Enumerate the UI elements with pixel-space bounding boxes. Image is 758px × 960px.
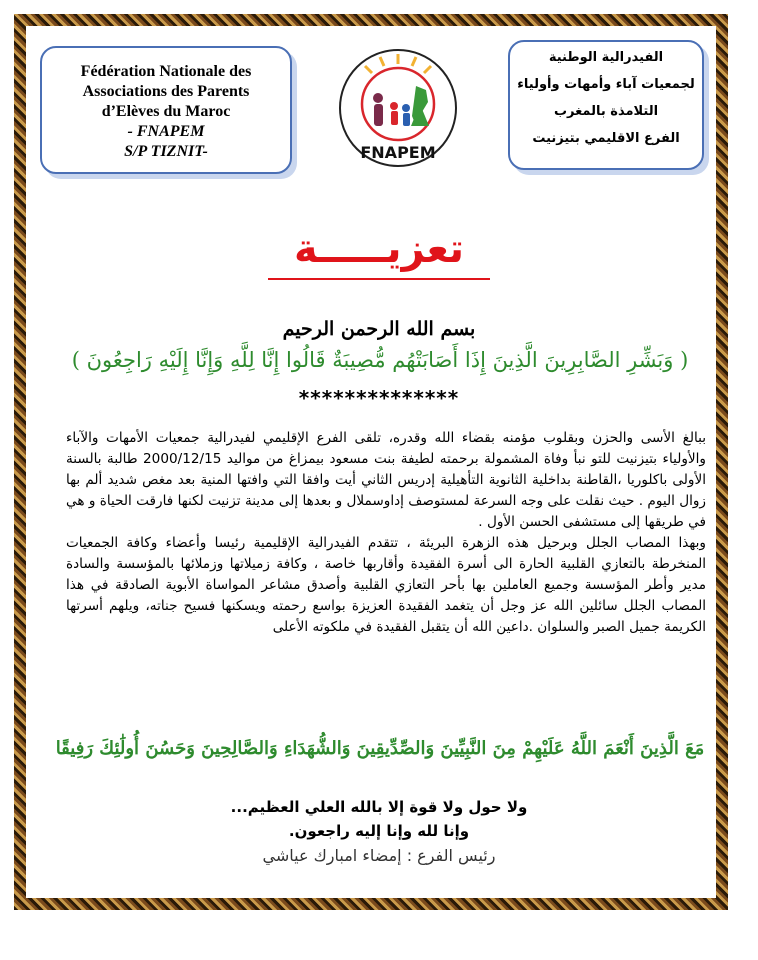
french-header-line: Associations des Parents [82, 83, 250, 100]
announcement-body [66, 428, 706, 638]
opening-verse: ( وَبَشِّرِ الصَّابِرِينَ الَّذِينَ إِذَا أَصَابَتْهُم مُّصِيبَةٌ قَالُوا إِنَّا لِلَّهِ وَإِنَّا إِلَيْهِ رَاجِعُونَ ) [71, 348, 689, 372]
body-paragraph: ببالغ الأسى والحزن وبقلوب مؤمنه بقضاء الله وقدره، تلقى الفرع الإقليمي لفيدرالية جمعيات الأمهات والآباء والأولياء بتيزنيت للتو نبأ وفاة المشمولة برحمته لطيفة بنت مسعود بيمزاغ من مواليد 2000/12/15 طالبة بالسنة الأولى باكلوريا ،القاطنة بداخلية الثانوية التأهيلية إدريس الثاني أيت وافقا التي وافتها المنية بعد مغص شديد ألم بها زوال اليوم . حيث نقلت على وجه السرعة لمستوصف إداوسملال و بعدها إلى مدينة تزنيت لكنها فارقت الحياة و هي في طريقها إلى مستشفى الحسن الأول . [66, 430, 706, 530]
french-header-box [40, 46, 292, 174]
french-header-line: Fédération Nationale des [80, 63, 252, 80]
closing-line-2: وإنا لله وإنا إليه راجعون. [288, 822, 470, 840]
basmala: بسم الله الرحمن الرحيم [282, 318, 476, 340]
arabic-header-box [508, 40, 704, 170]
logo-text: FNAPEM [360, 143, 436, 162]
stars-divider: ************** [298, 386, 460, 410]
body-paragraph: وبهذا المصاب الجلل وبرحيل هذه الزهرة البريئة ، تتقدم الفيدرالية الإقليمية رئيسا وأعضاء وكافة الجمعيات المنخرطة بالتعازي القلبية الحارة الى أسرة الفقيدة وأقاربها خاصة ، وكافة زميلاتها وزملائها بالمؤسسة والسادة مدير وأطر المؤسسة وجميع العاملين بها بأحر التعازي القلبية وأصدق مشاعر المواساة الأبوية الصادقة في هذا المصاب الجلل سائلين الله عز وجل أن يتغمد الفقيدة العزيزة بواسع رحمته ويسكنها فسيح جناته، ويلهم أسرتها الكريمة جميل الصبر والسلوان .داعين الله أن يتقبل الفقيدة في ملكوته الأعلى [66, 535, 706, 635]
arabic-header-line: الفيدرالية الوطنية [548, 50, 664, 65]
condolence-title: تعزيـــــة [293, 226, 465, 272]
french-header-line: d’Elèves du Maroc [101, 103, 231, 120]
arabic-header-line: التلامذة بالمغرب [553, 104, 659, 119]
arabic-header-line: لجمعيات آباء وأمهات وأولياء [517, 77, 695, 92]
signature: رئيس الفرع : إمضاء امبارك عياشي [262, 846, 496, 865]
french-header-line: - FNAPEM [127, 123, 205, 140]
closing-line-1: ولا حول ولا قوة إلا بالله العلي العظيم... [230, 798, 528, 816]
french-header-line: S/P TIZNIT- [124, 143, 208, 160]
title-underline [268, 278, 490, 280]
arabic-header-line: الفرع الاقليمي بتيزنيت [532, 131, 680, 146]
fnapem-logo [320, 46, 476, 176]
closing-verse: مَعَ الَّذِينَ أَنْعَمَ اللَّهُ عَلَيْهِمْ مِنَ النَّبِيِّينَ وَالصِّدِّيقِينَ وَالشُّهَدَاءِ وَالصَّالِحِينَ وَحَسُنَ أُولَٰئِكَ رَفِيقًا [55, 738, 705, 759]
